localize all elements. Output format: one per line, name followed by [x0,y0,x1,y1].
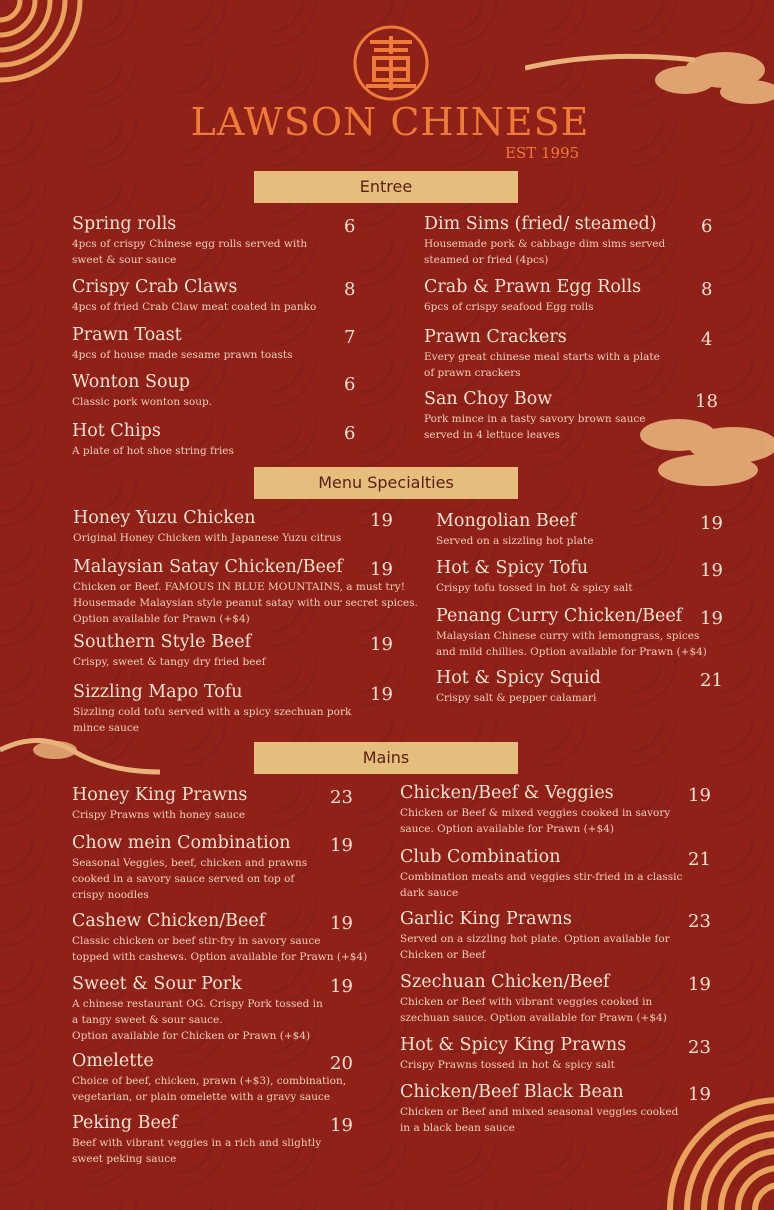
description-line: Crispy Prawns with honey sauce [72,809,246,821]
menu-item-name: Cashew Chicken/Beef [72,911,266,931]
menu-item-description [436,690,601,706]
description-line: Pork mince in a tasty savory brown sauce [424,413,646,425]
menu-item-price: 19 [370,510,393,531]
description-line: Beef with vibrant veggies in a rich and slightly [72,1137,322,1149]
menu-item-name: Southern Style Beef [73,632,252,652]
menu-item-name: Crab & Prawn Egg Rolls [424,277,642,297]
menu-item-description [436,628,707,660]
menu-item-name: Hot & Spicy Squid [436,668,601,688]
description-line: Every great chinese meal starts with a plate [424,351,660,363]
menu-item-description [424,236,665,268]
menu-item-description [400,994,667,1026]
description-line: Combination meats and veggies stir-fried in a classic [400,871,683,883]
menu-item-name: Honey Yuzu Chicken [73,508,256,528]
menu-item [72,421,234,459]
menu-item [73,508,341,546]
menu-item-price: 6 [344,216,356,237]
description-line: steamed or fried (4pcs) [424,254,549,266]
menu-item-name: Crispy Crab Claws [72,277,238,297]
menu-item-price: 4 [701,329,713,350]
menu-item-description [436,580,633,596]
menu-item-description [72,347,292,363]
menu-item-price: 19 [700,513,723,534]
menu-item-name: Mongolian Beef [436,511,576,531]
menu-item-description [73,654,266,670]
description-line: of prawn crackers [424,367,521,379]
menu-item [400,847,682,901]
menu-item-description [400,1104,678,1136]
menu-item-name: Spring rolls [72,214,177,234]
menu-item [72,372,212,410]
menu-item-price: 19 [688,1084,711,1105]
description-line: Chicken or Beef [400,949,486,961]
menu-item [72,911,367,965]
menu-item [424,389,645,443]
menu-item-description [424,349,660,381]
menu-item [436,558,633,596]
description-line: Housemade Malaysian style peanut satay with our secret spices. [73,597,418,609]
menu-item-name: Chicken/Beef & Veggies [400,783,614,803]
menu-item-description [424,411,645,443]
description-line: 4pcs of crispy Chinese egg rolls served with [72,238,308,250]
description-line: cooked in a savory sauce served on top of [72,873,295,885]
menu-item-price: 23 [330,787,353,808]
description-line: Classic pork wonton soup. [72,396,213,408]
menu-item-name: Penang Curry Chicken/Beef [436,606,683,626]
description-line: 6pcs of crispy seafood Egg rolls [424,301,594,313]
menu-item-price: 19 [330,1115,353,1136]
description-line: szechuan sauce. Option available for Prawn (+$4) [400,1012,667,1024]
menu-item-name: San Choy Bow [424,389,553,409]
menu-item-name: Szechuan Chicken/Beef [400,972,610,992]
menu-item-description [72,394,212,410]
menu-item-price: 19 [330,835,353,856]
cloud-left [0,732,170,782]
description-line: Option available for Chicken or Prawn (+$4) [72,1030,311,1042]
menu-item-description [73,704,351,736]
menu-item [400,972,667,1026]
section-header-specialties: Menu Specialties [254,467,518,499]
description-line: 4pcs of house made sesame prawn toasts [72,349,293,361]
description-line: a tangy sweet & sour sauce. [72,1014,223,1026]
menu-item [72,214,307,268]
menu-item-price: 7 [344,327,356,348]
menu-item-name: Prawn Toast [72,325,182,345]
menu-item-description [72,807,247,823]
description-line: crispy noodles [72,889,149,901]
section-header-mains: Mains [254,742,518,774]
section-header-entree: Entree [254,171,518,203]
menu-item-price: 8 [701,279,713,300]
menu-item-description [400,931,670,963]
description-line: Option available for Prawn (+$4) [73,613,250,625]
menu-item [436,606,707,660]
menu-item-price: 19 [700,560,723,581]
menu-item-name: Garlic King Prawns [400,909,572,929]
menu-item-price: 6 [344,374,356,395]
description-line: 4pcs of fried Crab Claw meat coated in panko [72,301,317,313]
menu-item-price: 6 [344,423,356,444]
menu-item [424,214,665,268]
menu-item [424,327,660,381]
menu-item-description [72,443,234,459]
description-line: Choice of beef, chicken, prawn (+$3), combination, [72,1075,347,1087]
menu-item-price: 19 [370,684,393,705]
description-line: Classic chicken or beef stir-fry in savory sauce [72,935,321,947]
established-year: EST 1995 [505,144,580,162]
menu-item-description [436,533,593,549]
menu-item-name: Sizzling Mapo Tofu [73,682,243,702]
menu-item [73,632,266,670]
menu-item [400,1082,678,1136]
menu-item-description [72,1135,321,1167]
menu-item [73,557,418,627]
menu-item [400,909,670,963]
menu-item-price: 18 [695,391,718,412]
menu-item-name: Omelette [72,1051,154,1071]
description-line: Sizzling cold tofu served with a spicy szechuan pork [73,706,352,718]
menu-item-description [72,996,323,1044]
menu-item [72,785,247,823]
description-line: Chicken or Beef & mixed veggies cooked in savory [400,807,671,819]
menu-item-name: Peking Beef [72,1113,178,1133]
menu-item-price: 21 [700,670,723,691]
menu-item-price: 8 [344,279,356,300]
menu-item-name: Dim Sims (fried/ steamed) [424,214,657,234]
description-line: sweet & sour sauce [72,254,177,266]
menu-item-price: 6 [701,216,713,237]
menu-item [400,1035,626,1073]
menu-item-description [72,1073,346,1105]
menu-item [400,783,670,837]
restaurant-name: LAWSON CHINESE [190,100,590,144]
description-line: Original Honey Chicken with Japanese Yuzu citrus [73,532,342,544]
menu-item-description [72,236,307,268]
menu-item [72,833,307,903]
description-line: Crispy salt & pepper calamari [436,692,597,704]
menu-item-description [400,869,682,901]
menu-item-price: 23 [688,1037,711,1058]
description-line: Crispy Prawns tossed in hot & spicy salt [400,1059,615,1071]
cloud-right [638,410,774,500]
corner-wave-top-left [0,0,110,170]
menu-item-description [73,579,418,627]
menu-item-description [424,299,641,315]
menu-item-description [73,530,341,546]
menu-item-name: Prawn Crackers [424,327,567,347]
description-line: Chicken or Beef and mixed seasonal veggies cooked [400,1106,679,1118]
menu-item-description [400,1057,626,1073]
menu-item-price: 23 [688,911,711,932]
menu-item [72,277,316,315]
menu-item-price: 19 [330,913,353,934]
menu-item-name: Hot Chips [72,421,161,441]
menu-item-name: Club Combination [400,847,561,867]
description-line: Housemade pork & cabbage dim sims served [424,238,666,250]
description-line: Served on a sizzling hot plate. Option available for [400,933,670,945]
menu-item-name: Chicken/Beef Black Bean [400,1082,624,1102]
menu-item-description [400,805,670,837]
menu-item-price: 19 [370,559,393,580]
menu-item [72,1113,321,1167]
menu-item-name: Malaysian Satay Chicken/Beef [73,557,343,577]
description-line: in a black bean sauce [400,1122,515,1134]
menu-item [424,277,641,315]
description-line: Chicken or Beef. FAMOUS IN BLUE MOUNTAINS, a must try! [73,581,405,593]
menu-item-price: 21 [688,849,711,870]
description-line: sauce. Option available for Prawn (+$4) [400,823,614,835]
menu-item [73,682,351,736]
menu-item [436,511,593,549]
description-line: A chinese restaurant OG. Crispy Pork tossed in [72,998,323,1010]
menu-item-price: 19 [688,974,711,995]
description-line: dark sauce [400,887,459,899]
menu-item-description [72,933,367,965]
menu-item-name: Hot & Spicy Tofu [436,558,589,578]
menu-item-name: Chow mein Combination [72,833,291,853]
restaurant-logo-seal [352,24,430,102]
description-line: vegetarian, or plain omelette with a gravy sauce [72,1091,331,1103]
description-line: Chicken or Beef with vibrant veggies cooked in [400,996,653,1008]
cloud-top-right [525,30,774,110]
menu-item-price: 19 [330,976,353,997]
menu-item [72,1051,346,1105]
description-line: mince sauce [73,722,140,734]
description-line: Crispy, sweet & tangy dry fried beef [73,656,266,668]
menu-item-name: Wonton Soup [72,372,191,392]
description-line: Malaysian Chinese curry with lemongrass, spices [436,630,700,642]
menu-item-name: Sweet & Sour Pork [72,974,242,994]
description-line: served in 4 lettuce leaves [424,429,560,441]
menu-item-description [72,299,316,315]
menu-item-price: 19 [700,608,723,629]
menu-item-price: 20 [330,1053,353,1074]
description-line: topped with cashews. Option available for Prawn (+$4) [72,951,368,963]
menu-item-price: 19 [688,785,711,806]
menu-item [72,325,292,363]
menu-item [72,974,323,1044]
description-line: Crispy tofu tossed in hot & spicy salt [436,582,633,594]
menu-item-name: Hot & Spicy King Prawns [400,1035,627,1055]
description-line: sweet peking sauce [72,1153,177,1165]
description-line: Served on a sizzling hot plate [436,535,594,547]
description-line: A plate of hot shoe string fries [72,445,234,457]
menu-item-description [72,855,307,903]
menu-item [436,668,601,706]
description-line: and mild chillies. Option available for Prawn (+$4) [436,646,707,658]
menu-item-price: 19 [370,634,393,655]
menu-item-name: Honey King Prawns [72,785,248,805]
description-line: Seasonal Veggies, beef, chicken and prawns [72,857,308,869]
